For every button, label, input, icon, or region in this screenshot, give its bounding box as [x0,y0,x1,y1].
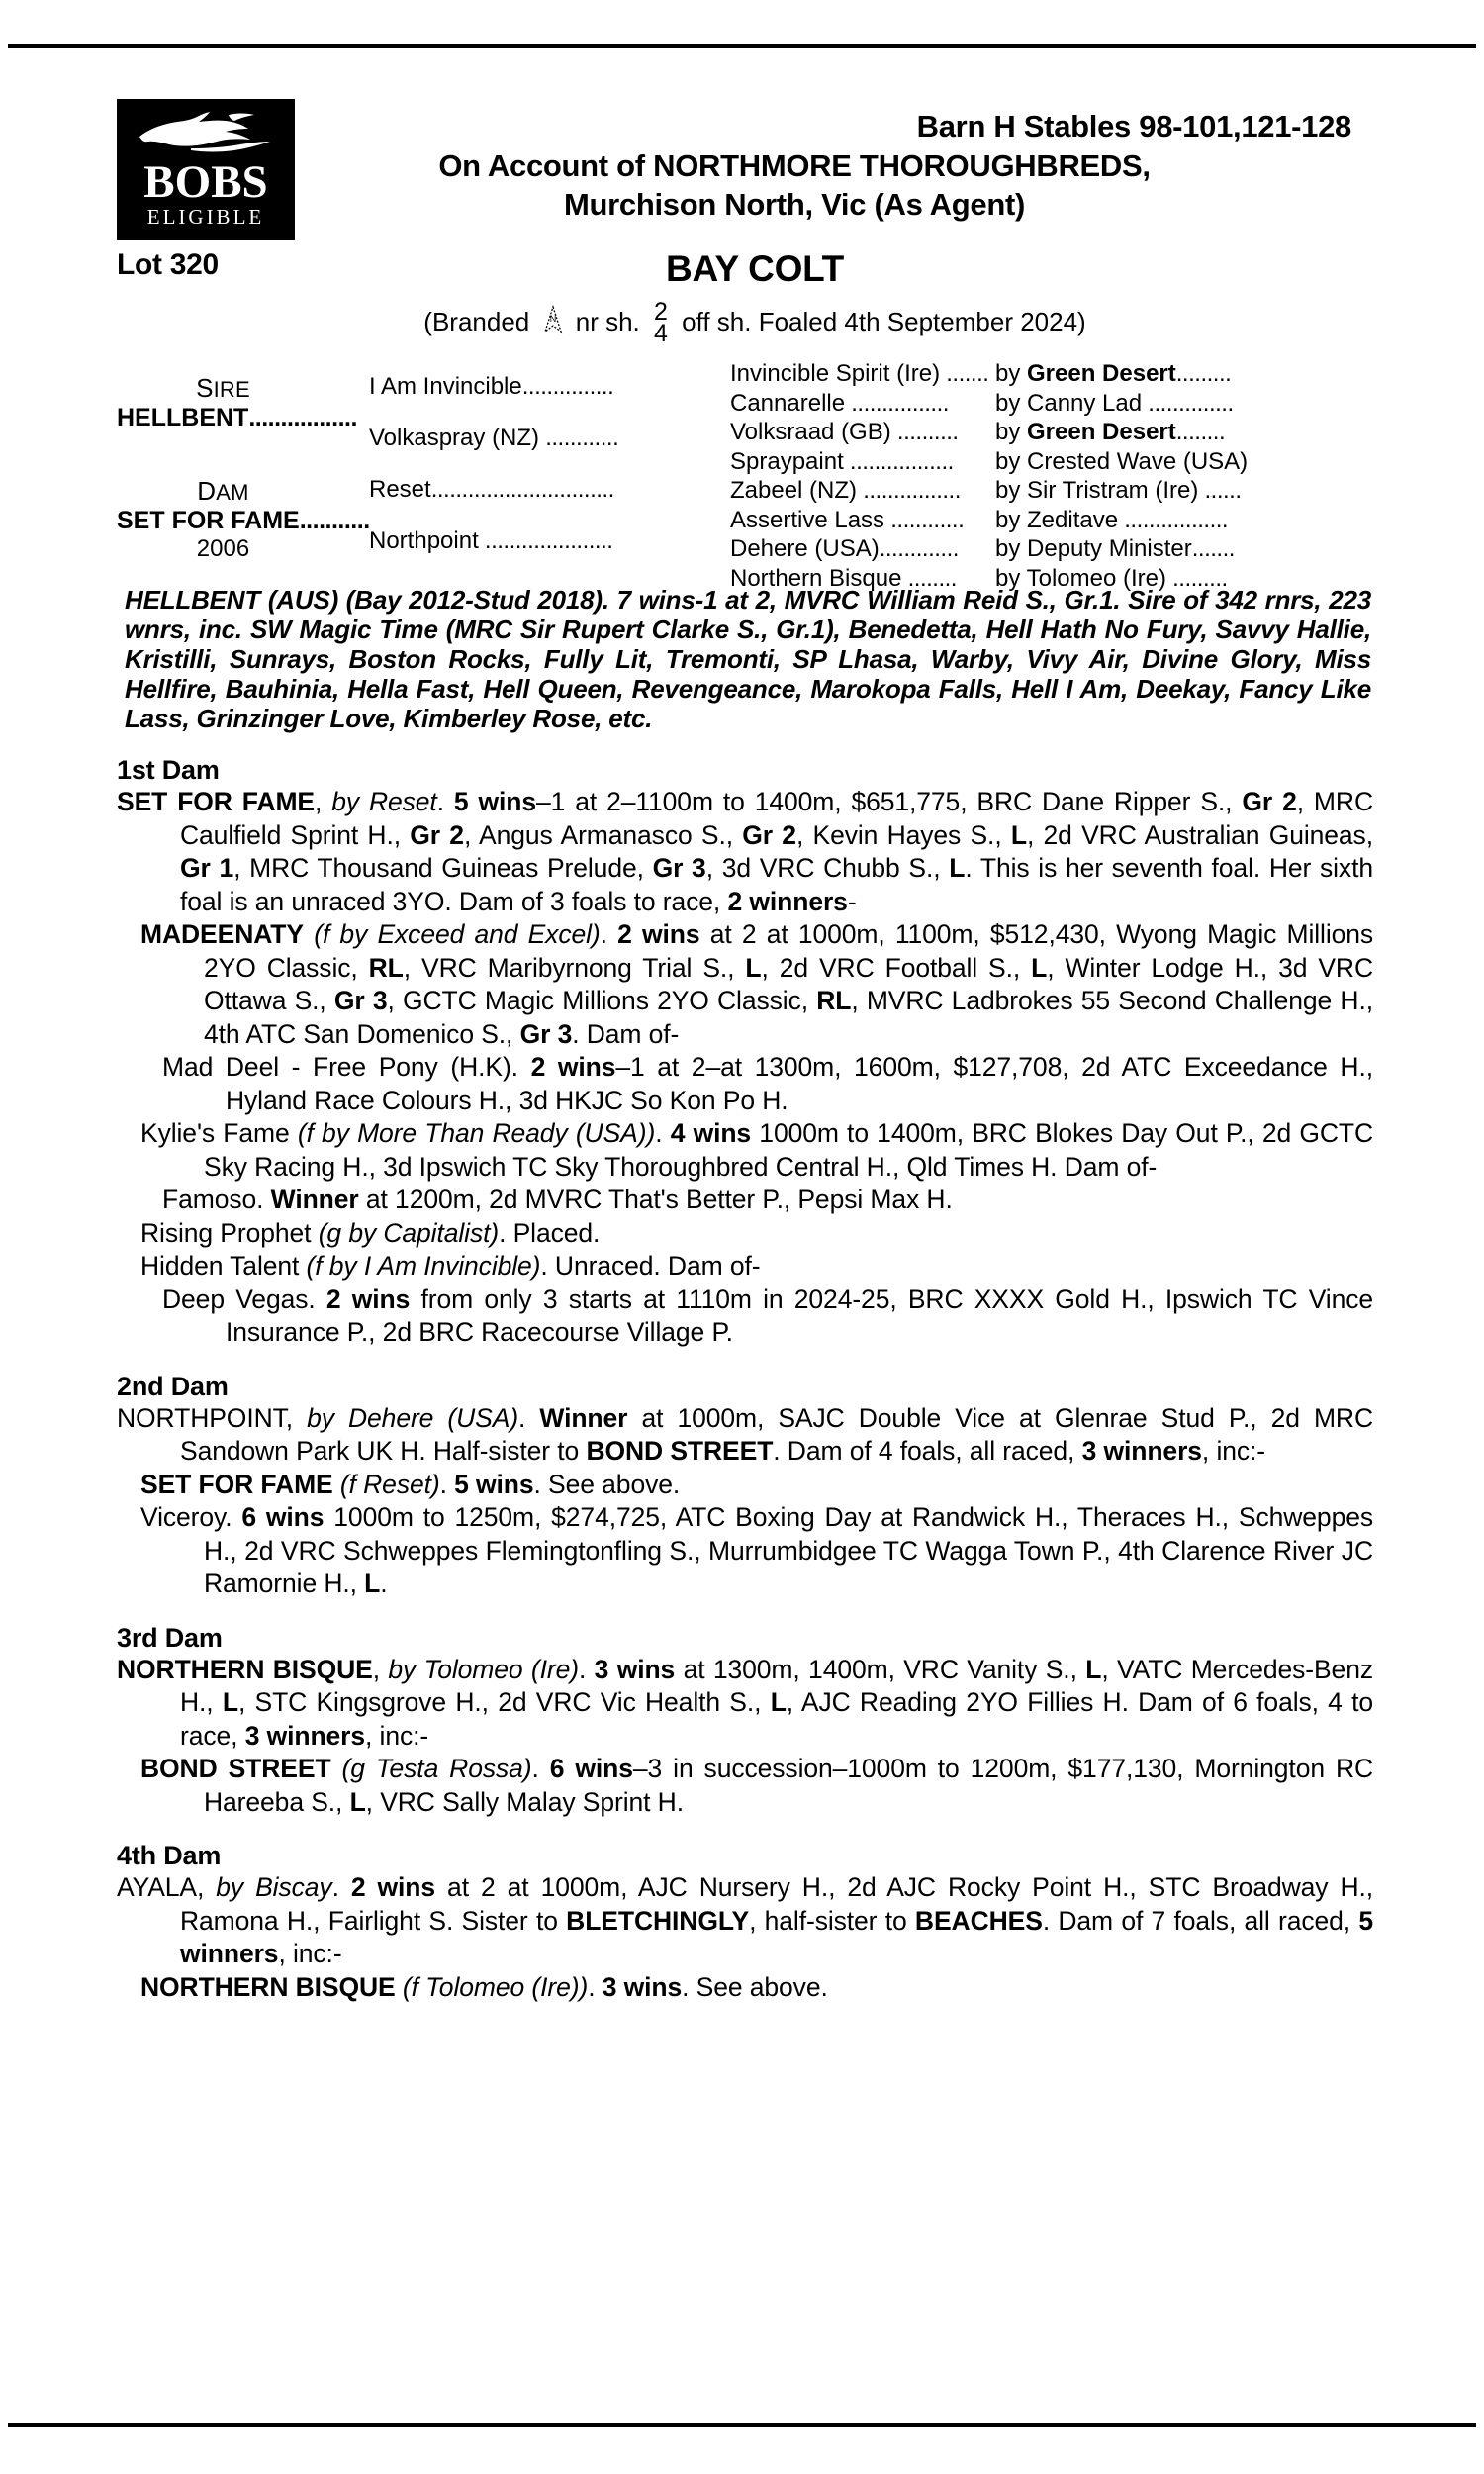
dam-section-heading: 3rd Dam [117,1622,223,1653]
branding-line [117,298,1373,347]
pedigree-entry: SET FOR FAME, by Reset. 5 wins–1 at 2–1100m to 1400m, $651,775, BRC Dane Ripper S., Gr 2, MRC Caulfield Sprint H., Gr 2, Angus Armanasco S., Gr 2, Kevin Hayes S., L, 2d VRC Australian Guineas, Gr 1, MRC Thousand Guineas Prelude, Gr 3, 3d VRC Chubb S., L. This is her seventh foal. Her sixth foal is an unraced 3YO. Dam of 3 foals to race, 2 winners- [117,787,1373,916]
header-block [117,83,1373,246]
page-top-rule [8,44,1476,48]
sire-summary-paragraph: HELLBENT (AUS) (Bay 2012-Stud 2018). 7 wins-1 at 2, MVRC William Reid S., Gr.1. Sire of 342 rnrs, 223 wnrs, inc. SW Magic Time (MRC Sir Rupert Clarke S., Gr.1), Benedetta, Hell Hath No Fury, Savvy Hallie, Kristilli, Sunrays, Boston Rocks, Fully Lit, Tremonti, SP Lhasa, Warby, Vivy Air, Divine Glory, Miss Hellfire, Bauhinia, Hella Fast, Hell Queen, Revengeance, Marokopa Falls, Hell I Am, Deekay, Fancy Like Lass, Grinzinger Love, Kimberley Rose, etc. [125,585,1371,733]
barn-stables-line: Barn H Stables 98-101,121-128 [916,109,1351,143]
pedigree-entry: NORTHERN BISQUE, by Tolomeo (Ire). 3 wins at 1300m, 1400m, VRC Vanity S., L, VATC Mercedes-Benz H., L, STC Kingsgrove H., 2d VRC Vic Health S., L, AJC Reading 2YO Fillies H. Dam of 6 foals, 4 to race, 3 winners, inc:- [117,1654,1374,1751]
pedigree-entry: Hidden Talent (f by I Am Invincible). Unraced. Dam of- [140,1251,761,1281]
pedigree-entry: AYALA, by Biscay. 2 wins at 2 at 1000m, AJC Nursery H., 2d AJC Rocky Point H., STC Broadway H., Ramona H., Fairlight S. Sister to BLETCHINGLY, half-sister to BEACHES. Dam of 7 foals, all raced, 5 winners, inc:- [117,1872,1374,1968]
pedigree-entry: Viceroy. 6 wins 1000m to 1250m, $274,725, ATC Boxing Day at Randwick H., Theraces H., Schweppes H., 2d VRC Schweppes Flemingtonfling S., Murrumbidgee TC Wagga Town P., 4th Clarence River JC Ramornie H., L. [140,1502,1373,1598]
pedigree-entry: MADEENATY (f by Exceed and Excel). 2 wins at 2 at 1000m, 1100m, $512,430, Wyong Magic Millions 2YO Classic, RL, VRC Maribyrnong Trial S., L, 2d VRC Football S., L, Winter Lodge H., 3d VRC Ottawa S., Gr 3, GCTC Magic Millions 2YO Classic, RL, MVRC Ladbrokes 55 Second Challenge H., 4th ATC San Domenico S., Gr 3. Dam of- [140,919,1374,1049]
dam-name: SET FOR FAME........... [117,507,370,534]
header-text-block [216,107,1373,224]
branded-suffix: off sh. Foaled 4th September 2024) [682,306,1086,336]
pedigree-entry: BOND STREET (g Testa Rossa). 6 wins–3 in succession–1000m to 1200m, $177,130, Mornington RC Hareeba S., L, VRC Sally Malay Sprint H. [140,1754,1374,1817]
pedigree-great-grandparent: Assertive Lass ............ by Zeditave ................. [730,506,1229,533]
dam-section-heading: 4th Dam [117,1841,222,1870]
pedigree-great-grandparent: Zabeel (NZ) ................ by Sir Tristram (Ire) ...... [730,477,1242,504]
page-title: BAY COLT [666,248,844,289]
sire-name: HELLBENT................. [117,404,357,431]
page-bottom-rule [8,2423,1476,2427]
dam-year: 2006 [196,535,250,562]
pedigree-table [117,359,1373,592]
pedigree-entry: NORTHERN BISQUE (f Tolomeo (Ire)). 3 wins. See above. [140,1971,828,2002]
sire-label: SIRE [196,373,250,403]
lot-title-row [117,248,1373,300]
brand-number-fraction [654,298,668,347]
pedigree-great-grandparent: Northern Bisque ........ by Tolomeo (Ire) ......... [730,564,1228,592]
pedigree-entry: Kylie's Fame (f by More Than Ready (USA)). 4 wins 1000m to 1400m, BRC Blokes Day Out P., 2d GCTC Sky Racing H., 3d Ipswich TC Sky Thoroughbred Central H., Qld Times H. Dam of- [140,1118,1374,1182]
branded-nr-side: nr sh. [575,306,640,336]
pedigree-great-grandparent: Cannarelle ................ by Canny Lad .............. [730,389,1234,417]
brand-number-top: 2 [654,298,668,326]
dam-section-heading: 2nd Dam [117,1371,229,1401]
brand-number-bottom: 4 [654,320,668,347]
dam-label: DAM [197,476,249,506]
location-line: Murchison North, Vic (As Agent) [563,187,1026,222]
bobs-eligible-text: ELIGIBLE [146,205,265,229]
dam-section-heading: 1st Dam [117,755,220,785]
pedigree-grandparent: Volkaspray (NZ) ............ [369,425,619,451]
pedigree-grandparent: Reset.............................. [369,476,614,503]
pedigree-entry: Deep Vegas. 2 wins from only 3 starts at 1110m in 2024-25, BRC XXXX Gold H., Ipswich TC Vince Insurance P., 2d BRC Racecourse Village P. [162,1284,1374,1347]
pedigree-great-grandparent: Spraypaint ................. by Crested Wave (USA) [730,447,1249,475]
pedigree-entry: Famoso. Winner at 1200m, 2d MVRC That's Better P., Pepsi Max H. [162,1185,953,1214]
pedigree-great-grandparent: Volksraad (GB) .......... by Green Desert........ [730,419,1226,445]
page-content [117,83,1373,2004]
pedigree-grandparent: Northpoint ..................... [369,527,613,554]
account-line: On Account of NORTHMORE THOROUGHBREDS, [438,148,1151,183]
dam-group [117,476,370,563]
pedigree-entry: NORTHPOINT, by Dehere (USA). Winner at 1000m, SAJC Double Vice at Glenrae Stud P., 2d MRC Sandown Park UK H. Half-sister to BOND STREET. Dam of 4 foals, all raced, 3 winners, inc:- [117,1402,1374,1466]
pedigree-entry: Mad Deel - Free Pony (H.K). 2 wins–1 at 2–at 1300m, 1600m, $127,708, 2d ATC Exceedance H., Hyland Race Colours H., 3d HKJC So Kon Po H. [162,1052,1373,1115]
pedigree-great-grandparent: Dehere (USA)............. by Deputy Minister....... [730,535,1235,562]
svg-text:N: N [549,313,556,324]
sire-group [117,373,357,432]
lot-number: Lot 320 [117,248,219,281]
brand-mark-icon [540,305,566,342]
pedigree-grandparent: I Am Invincible............... [369,373,614,400]
branded-prefix: (Branded [423,306,530,336]
pedigree-great-grandparent: Invincible Spirit (Ire) ....... by Green Desert......... [730,360,1232,387]
pedigree-entry: SET FOR FAME (f Reset). 5 wins. See above. [140,1469,681,1499]
pedigree-entry: Rising Prophet (g by Capitalist). Placed. [140,1217,601,1248]
dam-sections [117,755,1373,2004]
bobs-wordmark: BOBS [143,156,268,208]
